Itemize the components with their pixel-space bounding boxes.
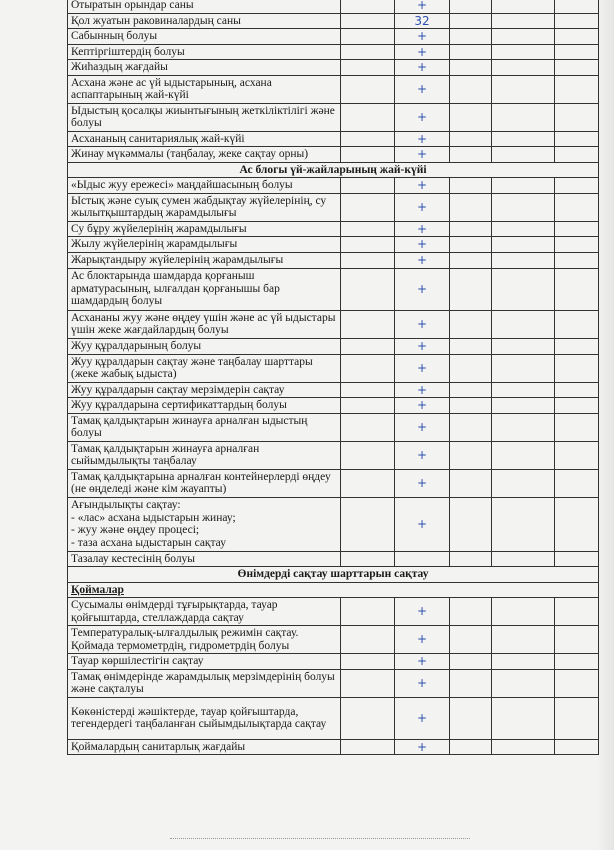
criterion-label: Тамақ өнімдерінде жарамдылық мерзімдерінің болуы және сақталуы: [68, 669, 341, 697]
empty-cell: [555, 29, 599, 45]
section-title: Өнімдерді сақтау шарттарын сақтау: [68, 567, 599, 583]
empty-cell: [341, 441, 395, 469]
criterion-line: - жуу және өңдеу процесі;: [71, 524, 200, 536]
empty-cell: [450, 252, 492, 268]
inspection-checklist-table: [67, 0, 599, 755]
checklist-row: [68, 60, 599, 76]
empty-cell: [492, 193, 555, 221]
checklist-row: [68, 237, 599, 253]
empty-cell: [450, 551, 492, 567]
criterion-label: Қоймалардың санитарлық жағдайы: [68, 739, 341, 755]
handwritten-mark: +: [395, 44, 450, 60]
handwritten-mark: +: [395, 338, 450, 354]
checklist-row: [68, 354, 599, 382]
empty-cell: [492, 497, 555, 551]
empty-cell: [450, 131, 492, 147]
handwritten-mark: +: [395, 626, 450, 654]
empty-cell: [555, 237, 599, 253]
empty-cell: [450, 697, 492, 739]
empty-cell: [555, 147, 599, 163]
empty-cell: [450, 398, 492, 414]
empty-cell: [555, 13, 599, 29]
handwritten-mark: 32: [395, 13, 450, 29]
handwritten-mark: +: [395, 497, 450, 551]
checklist-row: [68, 413, 599, 441]
empty-cell: [492, 13, 555, 29]
criterion-label: Асхана және ас үй ыдыстарының, асхана аспаптарының жай-күйі: [68, 75, 341, 103]
criterion-label: Ас блоктарында шамдарда қорғаныш арматурасының, ылғалдан қорғанышы бар шамдардың болуы: [68, 268, 341, 310]
empty-cell: [492, 441, 555, 469]
criterion-label: Жуу құралдарына сертификаттардың болуы: [68, 398, 341, 414]
handwritten-mark: +: [395, 221, 450, 237]
empty-cell: [492, 131, 555, 147]
handwritten-mark: +: [395, 469, 450, 497]
criterion-label: Жинау мүкәммалы (таңбалау, жеке сақтау орны): [68, 147, 341, 163]
empty-cell: [341, 29, 395, 45]
empty-cell: [492, 398, 555, 414]
criterion-label: Су бұру жүйелерінің жарамдылығы: [68, 221, 341, 237]
empty-cell: [341, 413, 395, 441]
empty-cell: [341, 654, 395, 670]
checklist-row: [68, 598, 599, 626]
empty-cell: [555, 654, 599, 670]
empty-cell: [341, 382, 395, 398]
empty-cell: [450, 354, 492, 382]
empty-cell: [555, 310, 599, 338]
criterion-label: Кептіргіштердің болуы: [68, 44, 341, 60]
empty-cell: [492, 29, 555, 45]
empty-cell: [450, 441, 492, 469]
criterion-label: Сусымалы өнімдерді тұғырықтарда, тауар қойғыштарда, стеллаждарда сақтау: [68, 598, 341, 626]
checklist-row: [68, 551, 599, 567]
handwritten-mark: +: [395, 654, 450, 670]
checklist-row: [68, 398, 599, 414]
empty-cell: [341, 252, 395, 268]
checklist-row: [68, 221, 599, 237]
empty-cell: [492, 221, 555, 237]
checklist-row: [68, 338, 599, 354]
empty-cell: [492, 697, 555, 739]
checklist-row: [68, 44, 599, 60]
empty-cell: [555, 75, 599, 103]
checklist-row: [68, 29, 599, 45]
empty-cell: [450, 178, 492, 194]
section-header-row: [68, 162, 599, 178]
empty-cell: [341, 75, 395, 103]
empty-cell: [492, 147, 555, 163]
empty-cell: [450, 44, 492, 60]
empty-cell: [341, 60, 395, 76]
bottom-scan-mark: [170, 838, 470, 842]
empty-cell: [450, 338, 492, 354]
empty-cell: [492, 44, 555, 60]
empty-cell: [555, 669, 599, 697]
criterion-label: Көкөністерді жәшіктерде, тауар қойғыштарда, тегендердегі таңбаланған сыйымдылықтарда сақтау: [68, 697, 341, 739]
checklist-row: [68, 252, 599, 268]
handwritten-mark: +: [395, 237, 450, 253]
empty-cell: [450, 221, 492, 237]
empty-cell: [341, 268, 395, 310]
checklist-row: [68, 178, 599, 194]
empty-cell: [450, 739, 492, 755]
empty-cell: [450, 626, 492, 654]
criterion-label: «Ыдыс жуу ережесі» маңдайшасының болуы: [68, 178, 341, 194]
empty-cell: [450, 497, 492, 551]
checklist-row: [68, 13, 599, 29]
handwritten-mark: +: [395, 268, 450, 310]
handwritten-mark: +: [395, 398, 450, 414]
empty-cell: [450, 75, 492, 103]
criterion-label: Ыстық және суық сумен жабдықтау жүйелерінің, су жылытқыштардың жарамдылығы: [68, 193, 341, 221]
handwritten-mark: +: [395, 103, 450, 131]
empty-cell: [341, 469, 395, 497]
empty-cell: [492, 268, 555, 310]
empty-cell: [341, 178, 395, 194]
handwritten-mark: +: [395, 598, 450, 626]
criterion-label: Жиһаздың жағдайы: [68, 60, 341, 76]
empty-cell: [450, 598, 492, 626]
empty-cell: [555, 739, 599, 755]
empty-cell: [492, 60, 555, 76]
empty-cell: [450, 268, 492, 310]
empty-cell: [555, 252, 599, 268]
empty-cell: [450, 413, 492, 441]
empty-cell: [492, 739, 555, 755]
handwritten-mark: +: [395, 382, 450, 398]
empty-cell: [492, 382, 555, 398]
criterion-label: Жылу жүйелерінің жарамдылығы: [68, 237, 341, 253]
empty-cell: [555, 598, 599, 626]
empty-cell: [555, 551, 599, 567]
empty-cell: [450, 669, 492, 697]
checklist-row: [68, 268, 599, 310]
empty-cell: [341, 0, 395, 13]
empty-cell: [341, 103, 395, 131]
empty-cell: [341, 497, 395, 551]
empty-cell: [555, 268, 599, 310]
criterion-label: Сабынның болуы: [68, 29, 341, 45]
empty-cell: [555, 697, 599, 739]
empty-cell: [341, 147, 395, 163]
handwritten-mark: +: [395, 413, 450, 441]
empty-cell: [450, 310, 492, 338]
handwritten-mark: +: [395, 178, 450, 194]
empty-cell: [341, 697, 395, 739]
empty-cell: [555, 44, 599, 60]
empty-cell: [341, 669, 395, 697]
empty-cell: [450, 147, 492, 163]
empty-cell: [341, 598, 395, 626]
empty-cell: [450, 13, 492, 29]
empty-cell: [492, 598, 555, 626]
criterion-label: Отыратын орындар саны: [68, 0, 341, 13]
criterion-label: Тамақ қалдықтарын жинауға арналған ыдыстың болуы: [68, 413, 341, 441]
criterion-line: Ағындылықты сақтау:: [71, 499, 181, 511]
empty-cell: [555, 441, 599, 469]
criterion-label: Жуу құралдарын сақтау және таңбалау шарттары (жеке жабық ыдыста): [68, 354, 341, 382]
handwritten-mark: +: [395, 75, 450, 103]
empty-cell: [450, 193, 492, 221]
checklist-row: [68, 697, 599, 739]
checklist-row: [68, 310, 599, 338]
empty-cell: [555, 382, 599, 398]
empty-cell: [341, 310, 395, 338]
handwritten-mark: +: [395, 441, 450, 469]
empty-cell: [555, 178, 599, 194]
criterion-label: Тауар көршілестігін сақтау: [68, 654, 341, 670]
handwritten-mark: +: [395, 310, 450, 338]
handwritten-mark: +: [395, 131, 450, 147]
checklist-row: [68, 0, 599, 13]
criterion-label: Тамақ қалдықтарына арналған контейнерлерді өңдеу (не өңделеді және кім жауапты): [68, 469, 341, 497]
handwritten-mark: +: [395, 739, 450, 755]
criterion-label: Асхананы жуу және өңдеу үшін және ас үй ыдыстары үшін жеке жағдайлардың болуы: [68, 310, 341, 338]
section-header-row: [68, 567, 599, 583]
empty-cell: [492, 310, 555, 338]
empty-cell: [492, 252, 555, 268]
checklist-rows: [68, 0, 599, 755]
handwritten-mark: +: [395, 29, 450, 45]
empty-cell: [341, 13, 395, 29]
empty-cell: [492, 237, 555, 253]
checklist-row: [68, 193, 599, 221]
handwritten-mark: +: [395, 60, 450, 76]
empty-cell: [555, 131, 599, 147]
empty-cell: [341, 193, 395, 221]
empty-cell: [450, 237, 492, 253]
empty-cell: [555, 398, 599, 414]
empty-cell: [341, 626, 395, 654]
section-title: Ас блогы үй-жайларының жай-күйі: [68, 162, 599, 178]
empty-cell: [492, 413, 555, 441]
empty-cell: [555, 103, 599, 131]
empty-cell: [450, 382, 492, 398]
empty-cell: [492, 0, 555, 13]
checklist-row: [68, 654, 599, 670]
handwritten-mark: +: [395, 0, 450, 13]
checklist-row: [68, 382, 599, 398]
criterion-label: [68, 497, 341, 551]
checklist-row: [68, 626, 599, 654]
criterion-label: Қол жуатын раковиналардың саны: [68, 13, 341, 29]
empty-cell: [492, 354, 555, 382]
handwritten-mark: +: [395, 252, 450, 268]
handwritten-mark: +: [395, 669, 450, 697]
empty-cell: [450, 29, 492, 45]
checklist-row: [68, 669, 599, 697]
criterion-label: Ыдыстың қосалқы жиынтығының жеткіліктілігі және болуы: [68, 103, 341, 131]
empty-cell: [341, 131, 395, 147]
checklist-row: [68, 469, 599, 497]
empty-cell: [341, 221, 395, 237]
checklist-row: [68, 441, 599, 469]
criterion-label: Жуу құралдарын сақтау мерзімдерін сақтау: [68, 382, 341, 398]
empty-cell: [555, 497, 599, 551]
criterion-line: - «лас» асхана ыдыстарын жинау;: [71, 511, 236, 524]
empty-cell: [555, 626, 599, 654]
checklist-row: [68, 739, 599, 755]
empty-cell: [492, 551, 555, 567]
checklist-row: [68, 103, 599, 131]
empty-cell: [555, 221, 599, 237]
empty-cell: [450, 469, 492, 497]
checklist-row: [68, 147, 599, 163]
empty-cell: [450, 60, 492, 76]
empty-cell: [341, 237, 395, 253]
empty-cell: [555, 413, 599, 441]
handwritten-mark: +: [395, 354, 450, 382]
empty-cell: [492, 178, 555, 194]
empty-cell: [341, 354, 395, 382]
checklist-row: [68, 497, 599, 551]
empty-cell: [555, 354, 599, 382]
empty-cell: [555, 469, 599, 497]
empty-cell: [555, 338, 599, 354]
empty-cell: [492, 626, 555, 654]
empty-cell: [341, 739, 395, 755]
empty-cell: [450, 0, 492, 13]
checklist-row: [68, 75, 599, 103]
empty-cell: [492, 75, 555, 103]
empty-cell: [492, 469, 555, 497]
subsection-title: Қоймалар: [68, 582, 599, 598]
subsection-row: [68, 582, 599, 598]
empty-cell: [492, 338, 555, 354]
empty-cell: [341, 338, 395, 354]
empty-cell: [555, 60, 599, 76]
empty-cell: [341, 398, 395, 414]
empty-cell: [555, 193, 599, 221]
empty-cell: [450, 654, 492, 670]
criterion-label: Асхананың санитариялық жай-күйі: [68, 131, 341, 147]
empty-cell: [450, 103, 492, 131]
empty-cell: [492, 669, 555, 697]
criterion-label: Жарықтандыру жүйелерінің жарамдылығы: [68, 252, 341, 268]
empty-cell: [555, 0, 599, 13]
criterion-line: - таза асхана ыдыстарын сақтау: [71, 536, 226, 549]
handwritten-mark: +: [395, 147, 450, 163]
criterion-label: Тамақ қалдықтарын жинауға арналған сыйымдылықты таңбалау: [68, 441, 341, 469]
handwritten-mark: +: [395, 193, 450, 221]
checklist-row: [68, 131, 599, 147]
empty-cell: [341, 551, 395, 567]
criterion-label: Тазалау кестесінің болуы: [68, 551, 341, 567]
handwritten-mark: +: [395, 697, 450, 739]
empty-cell: [341, 44, 395, 60]
handwritten-mark: [395, 551, 450, 567]
criterion-label: Температуралық-ылғалдылық режимін сақтау. Қоймада термометрдің, гидрометрдің болуы: [68, 626, 341, 654]
empty-cell: [492, 654, 555, 670]
empty-cell: [492, 103, 555, 131]
criterion-label: Жуу құралдарының болуы: [68, 338, 341, 354]
